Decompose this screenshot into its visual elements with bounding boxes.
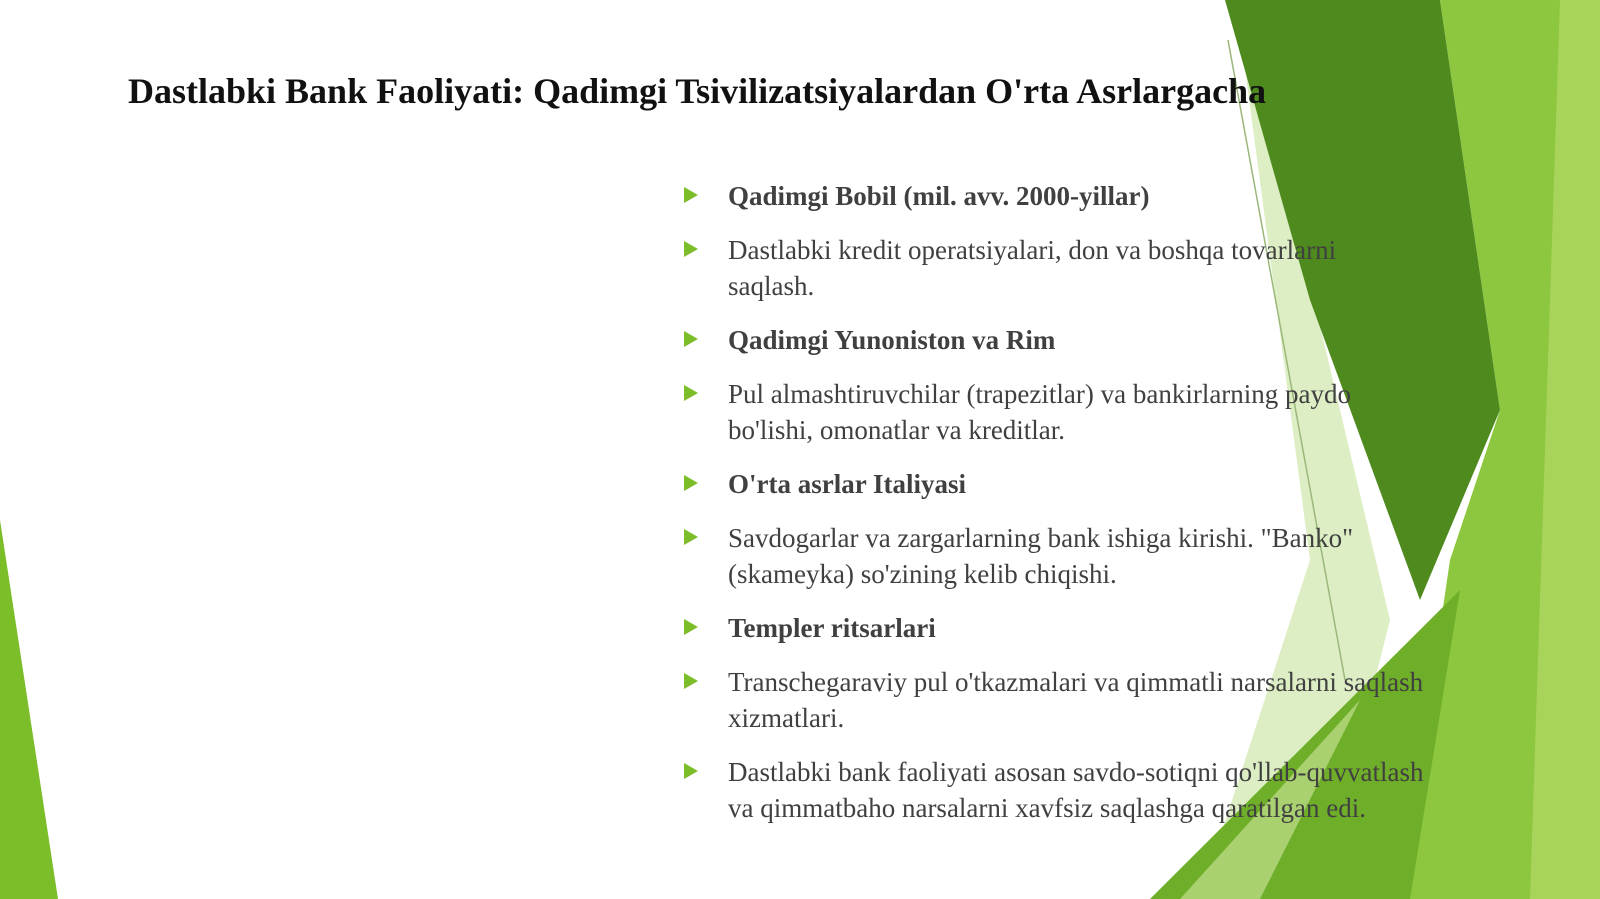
bullet-item	[684, 664, 1424, 736]
triangle-right-icon	[684, 385, 698, 401]
triangle-right-icon	[684, 187, 698, 203]
bullet-item	[684, 376, 1424, 448]
bullet-list	[684, 178, 1424, 844]
bullet-text: O'rta asrlar Italiyasi	[728, 469, 966, 499]
triangle-right-icon	[684, 619, 698, 635]
triangle-right-icon	[684, 529, 698, 545]
bullet-text: Templer ritsarlari	[728, 613, 936, 643]
bullet-text: Qadimgi Yunoniston va Rim	[728, 325, 1056, 355]
bullet-text: Transchegaraviy pul o'tkazmalari va qimmatli narsalarni saqlash xizmatlari.	[728, 667, 1424, 733]
triangle-right-icon	[684, 241, 698, 257]
bullet-item	[684, 466, 1424, 502]
bullet-item	[684, 754, 1424, 826]
triangle-right-icon	[684, 331, 698, 347]
bullet-text: Dastlabki bank faoliyati asosan savdo-sotiqni qo'llab-quvvatlash va qimmatbaho narsalarni xavfsiz saqlashga qaratilgan edi.	[728, 757, 1424, 823]
bullet-text: Dastlabki kredit operatsiyalari, don va boshqa tovarlarni saqlash.	[728, 235, 1337, 301]
bullet-text: Qadimgi Bobil (mil. avv. 2000-yillar)	[728, 181, 1150, 211]
bullet-text: Savdogarlar va zargarlarning bank ishiga kirishi. "Banko" (skameyka) so'zining kelib chiqishi.	[728, 523, 1354, 589]
triangle-right-icon	[684, 763, 698, 779]
bullet-item	[684, 520, 1424, 592]
bullet-text: Pul almashtiruvchilar (trapezitlar) va bankirlarning paydo bo'lishi, omonatlar va kreditlar.	[728, 379, 1352, 445]
bullet-item	[684, 322, 1424, 358]
triangle-right-icon	[684, 475, 698, 491]
bullet-item	[684, 232, 1424, 304]
triangle-right-icon	[684, 673, 698, 689]
left-green-shape	[0, 520, 58, 899]
bullet-item	[684, 610, 1424, 646]
bullet-item	[684, 178, 1424, 214]
slide-title: Dastlabki Bank Faoliyati: Qadimgi Tsivilizatsiyalardan O'rta Asrlargacha	[128, 71, 1267, 111]
